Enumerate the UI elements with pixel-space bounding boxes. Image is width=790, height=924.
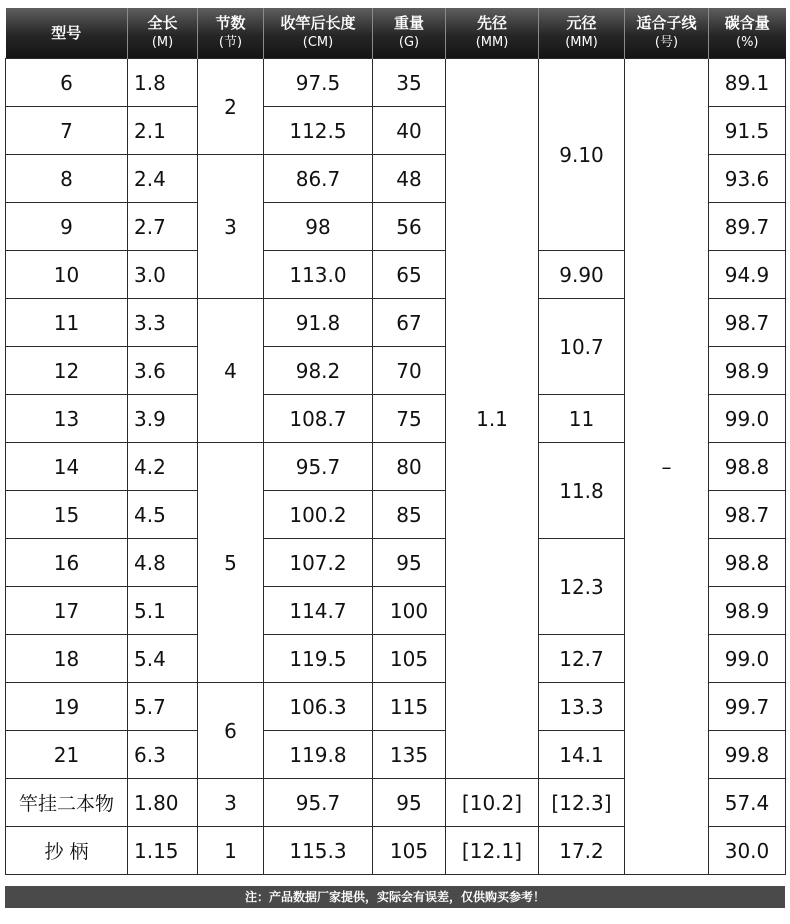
length-cell: 3.9 (128, 395, 198, 443)
butt-diameter-cell: 14.1 (539, 731, 625, 779)
folded-length-cell: 91.8 (264, 299, 373, 347)
length-cell: 1.8 (128, 59, 198, 107)
weight-cell: 135 (373, 731, 446, 779)
length-cell: 3.6 (128, 347, 198, 395)
tip-diameter-cell: 1.1 (446, 59, 539, 779)
header-sections: 节数 (节) (198, 8, 264, 59)
carbon-cell: 98.7 (709, 299, 786, 347)
carbon-cell: 30.0 (709, 827, 786, 875)
folded-length-cell: 108.7 (264, 395, 373, 443)
sections-cell: 3 (198, 779, 264, 827)
length-cell: 6.3 (128, 731, 198, 779)
butt-diameter-cell: 12.7 (539, 635, 625, 683)
length-cell: 4.2 (128, 443, 198, 491)
model-cell: 17 (6, 587, 128, 635)
carbon-cell: 89.7 (709, 203, 786, 251)
weight-cell: 75 (373, 395, 446, 443)
folded-length-cell: 107.2 (264, 539, 373, 587)
sections-cell: 6 (198, 683, 264, 779)
length-cell: 3.0 (128, 251, 198, 299)
carbon-cell: 89.1 (709, 59, 786, 107)
length-cell: 1.80 (128, 779, 198, 827)
model-cell: 21 (6, 731, 128, 779)
header-line-size: 适合子线 (号) (625, 8, 709, 59)
model-cell: 13 (6, 395, 128, 443)
weight-cell: 67 (373, 299, 446, 347)
header-weight: 重量 (G) (373, 8, 446, 59)
model-cell: 10 (6, 251, 128, 299)
folded-length-cell: 115.3 (264, 827, 373, 875)
carbon-cell: 98.7 (709, 491, 786, 539)
length-cell: 5.4 (128, 635, 198, 683)
folded-length-cell: 97.5 (264, 59, 373, 107)
folded-length-cell: 98.2 (264, 347, 373, 395)
folded-length-cell: 119.8 (264, 731, 373, 779)
weight-cell: 40 (373, 107, 446, 155)
weight-cell: 65 (373, 251, 446, 299)
carbon-cell: 57.4 (709, 779, 786, 827)
model-cell: 14 (6, 443, 128, 491)
folded-length-cell: 119.5 (264, 635, 373, 683)
model-cell: 抄 柄 (6, 827, 128, 875)
model-cell: 16 (6, 539, 128, 587)
model-cell: 19 (6, 683, 128, 731)
butt-diameter-cell: 10.7 (539, 299, 625, 395)
model-cell: 11 (6, 299, 128, 347)
weight-cell: 35 (373, 59, 446, 107)
folded-length-cell: 95.7 (264, 443, 373, 491)
model-cell: 15 (6, 491, 128, 539)
butt-diameter-cell: 9.90 (539, 251, 625, 299)
carbon-cell: 98.9 (709, 347, 786, 395)
weight-cell: 48 (373, 155, 446, 203)
folded-length-cell: 86.7 (264, 155, 373, 203)
tip-diameter-cell: [10.2] (446, 779, 539, 827)
model-cell: 8 (6, 155, 128, 203)
length-cell: 4.5 (128, 491, 198, 539)
butt-diameter-cell: 11.8 (539, 443, 625, 539)
carbon-cell: 99.7 (709, 683, 786, 731)
carbon-cell: 99.8 (709, 731, 786, 779)
header-tip-diameter: 先径 (MM) (446, 8, 539, 59)
length-cell: 5.7 (128, 683, 198, 731)
carbon-cell: 99.0 (709, 635, 786, 683)
butt-diameter-cell: 12.3 (539, 539, 625, 635)
spec-table (5, 8, 786, 875)
header-model: 型号 (6, 8, 128, 59)
butt-diameter-cell: [12.3] (539, 779, 625, 827)
folded-length-cell: 113.0 (264, 251, 373, 299)
model-cell: 6 (6, 59, 128, 107)
header-butt-diameter: 元径 (MM) (539, 8, 625, 59)
model-cell: 12 (6, 347, 128, 395)
header-length: 全长 (M) (128, 8, 198, 59)
sections-cell: 2 (198, 59, 264, 155)
weight-cell: 115 (373, 683, 446, 731)
weight-cell: 56 (373, 203, 446, 251)
line-size-cell: – (625, 59, 709, 875)
length-cell: 3.3 (128, 299, 198, 347)
model-cell: 7 (6, 107, 128, 155)
butt-diameter-cell: 9.10 (539, 59, 625, 251)
weight-cell: 95 (373, 779, 446, 827)
length-cell: 2.7 (128, 203, 198, 251)
butt-diameter-cell: 11 (539, 395, 625, 443)
length-cell: 4.8 (128, 539, 198, 587)
table-row (6, 59, 786, 107)
carbon-cell: 94.9 (709, 251, 786, 299)
model-cell: 18 (6, 635, 128, 683)
carbon-cell: 91.5 (709, 107, 786, 155)
folded-length-cell: 114.7 (264, 587, 373, 635)
sections-cell: 1 (198, 827, 264, 875)
weight-cell: 85 (373, 491, 446, 539)
header-folded-length: 收竿后长度 (CM) (264, 8, 373, 59)
folded-length-cell: 95.7 (264, 779, 373, 827)
carbon-cell: 98.8 (709, 539, 786, 587)
header-carbon: 碳含量 (%) (709, 8, 786, 59)
sections-cell: 4 (198, 299, 264, 443)
weight-cell: 105 (373, 827, 446, 875)
folded-length-cell: 112.5 (264, 107, 373, 155)
weight-cell: 70 (373, 347, 446, 395)
carbon-cell: 98.8 (709, 443, 786, 491)
folded-length-cell: 98 (264, 203, 373, 251)
length-cell: 2.1 (128, 107, 198, 155)
weight-cell: 100 (373, 587, 446, 635)
model-cell: 9 (6, 203, 128, 251)
sections-cell: 3 (198, 155, 264, 299)
footer-note: 注：产品数据厂家提供，实际会有误差，仅供购买参考！ (5, 886, 785, 908)
header-row (6, 8, 786, 59)
carbon-cell: 98.9 (709, 587, 786, 635)
length-cell: 5.1 (128, 587, 198, 635)
model-cell: 竿挂二本物 (6, 779, 128, 827)
carbon-cell: 93.6 (709, 155, 786, 203)
sections-cell: 5 (198, 443, 264, 683)
carbon-cell: 99.0 (709, 395, 786, 443)
weight-cell: 105 (373, 635, 446, 683)
weight-cell: 95 (373, 539, 446, 587)
butt-diameter-cell: 13.3 (539, 683, 625, 731)
length-cell: 2.4 (128, 155, 198, 203)
butt-diameter-cell: 17.2 (539, 827, 625, 875)
folded-length-cell: 106.3 (264, 683, 373, 731)
tip-diameter-cell: [12.1] (446, 827, 539, 875)
folded-length-cell: 100.2 (264, 491, 373, 539)
length-cell: 1.15 (128, 827, 198, 875)
weight-cell: 80 (373, 443, 446, 491)
